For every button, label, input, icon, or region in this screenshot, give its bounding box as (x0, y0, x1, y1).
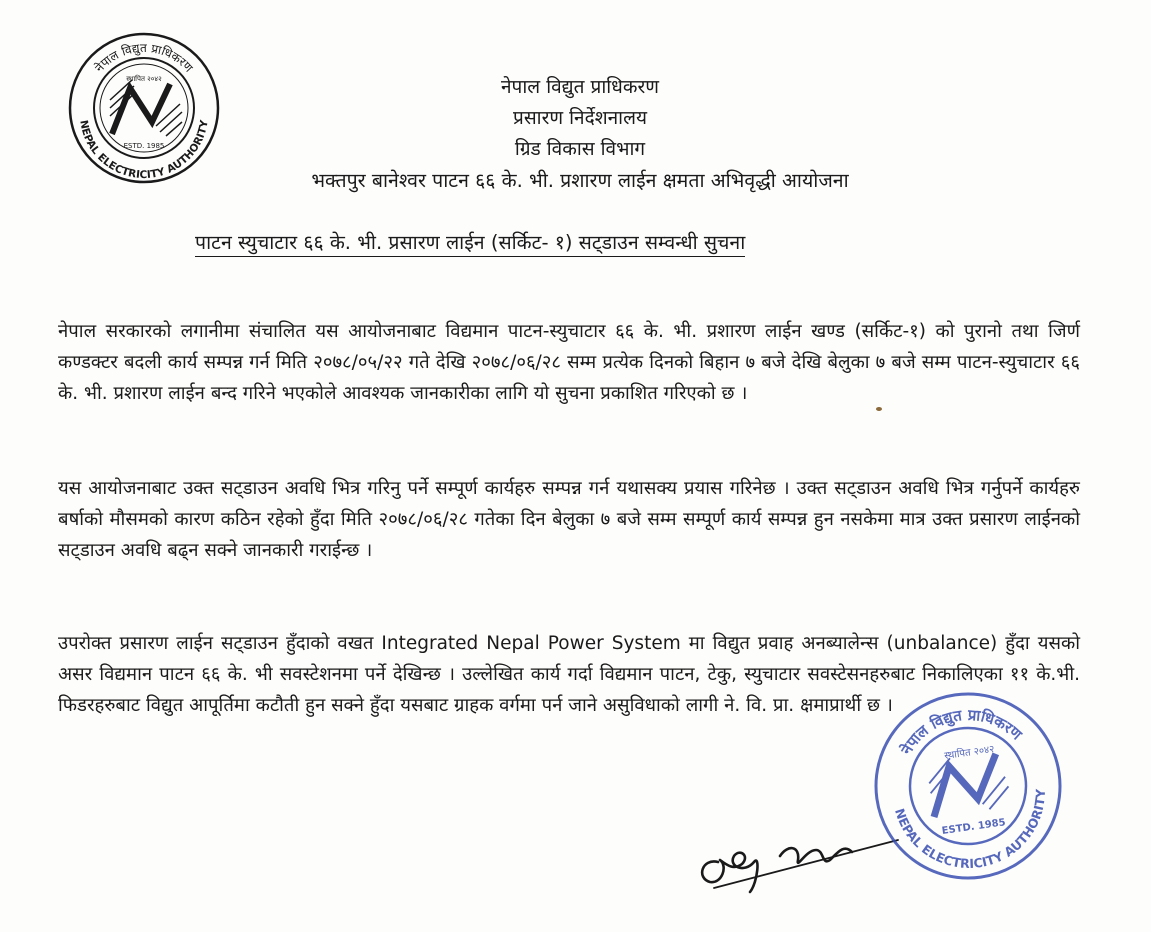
header-department: ग्रिड विकास विभाग (514, 138, 646, 160)
letterhead (200, 72, 960, 196)
stamp-inner-text: स्थापित २०४२ (943, 744, 996, 762)
paragraph-3: उपरोक्त प्रसारण लाईन सट्डाउन हुँदाको वखत Integrated Nepal Power System मा विद्युत प्रवाह अनब्यालेन्स (unbalance) हुँदा यसको असर विद्यमान पाटन ६६ के. भी सवस्टेशनमा पर्ने देखिन्छ । उल्लेखित कार्य गर्दा विद्यमान पाटन, टेकु, स्युचाटार सवस्टेसनहरुबाट निकालिएका ११ के.भी. फिडरहरुबाट विद्युत आपूर्तिमा कटौती हुन सक्ने हुँदा यसबाट ग्राहक वर्गमा पर्न जाने असुविधाको लागी ने. वि. प्रा. क्षमाप्रार्थी छ । (58, 633, 1080, 716)
paragraph-1: नेपाल सरकारको लगानीमा संचालित यस आयोजनाबाट विद्यमान पाटन-स्युचाटार ६६ के. भी. प्रशारण लाईन खण्ड (सर्किट-१) को पुरानो तथा जिर्ण कण्डक्टर बदली कार्य सम्पन्न गर्न मिति २०७८/०५/२२ गते देखि २०७८/०६/२८ सम्म प्रत्येक दिनको बिहान ७ बजे देखि बेलुका ७ बजे सम्म पाटन-स्युचाटार ६६ के. भी. प्रशारण लाईन बन्द गरिने भएकोले आवश्यक जानकारीका लागि यो सुचना प्रकाशित गरिएको छ । (58, 321, 1080, 404)
header-organization: नेपाल विद्युत प्राधिकरण (501, 76, 659, 98)
lightning-n-icon (110, 80, 182, 136)
stamp-bottom-text: NEPAL ELECTRICITY AUTHORITY (892, 788, 1048, 872)
logo-inner-text: स्थापित २०४२ (126, 75, 162, 83)
notice-subject: पाटन स्युचाटार ६६ के. भी. प्रसारण लाईन (सर्किट- १) सट्डाउन सम्वन्धी सुचना (195, 228, 745, 257)
ink-speck (876, 407, 882, 411)
nea-logo (66, 30, 222, 186)
office-stamp (868, 688, 1068, 884)
paragraph-2: यस आयोजनाबाट उक्त सट्डाउन अवधि भित्र गरिनु पर्ने सम्पूर्ण कार्यहरु सम्पन्न गर्न यथासक्य प्रयास गरिनेछ । उक्त सट्डाउन अवधि भित्र गर्नुपर्ने कार्यहरु बर्षाको मौसमको कारण कठिन रहेको हुँदा मिति २०७८/०६/२८ गतेका दिन बेलुका ७ बजे सम्म सम्पूर्ण कार्य सम्पन्न हुन नसकेमा मात्र उक्त प्रसारण लाईनको सट्डाउन अवधि बढ्न सक्ने जानकारी गराईन्छ । (58, 478, 1080, 561)
header-directorate: प्रसारण निर्देशनालय (513, 107, 647, 129)
stamp-top-text: नेपाल विद्युत प्राधिकरण (897, 705, 1026, 758)
stamp-estd-text: ESTD. 1985 (941, 817, 1007, 838)
stamp-lightning-icon (926, 751, 1011, 817)
logo-bottom-text: NEPAL ELECTRICITY AUTHORITY (77, 119, 211, 182)
header-project: भक्तपुर बानेश्वर पाटन ६६ के. भी. प्रशारण लाईन क्षमता अभिवृद्धी आयोजना (311, 169, 849, 192)
logo-estd-text: ESTD. 1985 (123, 142, 165, 150)
logo-top-text: नेपाल विद्युत प्राधिकरण (92, 40, 196, 75)
